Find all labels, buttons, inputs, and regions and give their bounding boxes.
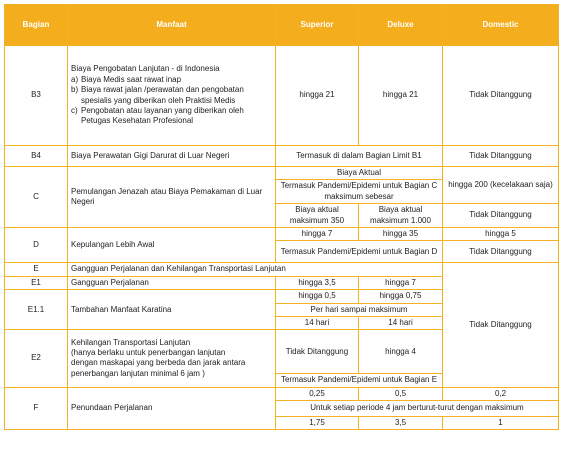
domestic-value: Tidak Ditanggung <box>443 46 559 146</box>
superior-value: 1,75 <box>276 417 359 430</box>
deluxe-value: 0,5 <box>359 387 443 400</box>
superior-value: hingga 21 <box>276 46 359 146</box>
table-row-c <box>5 167 559 180</box>
superior-value: 0,25 <box>276 387 359 400</box>
section-code: E1 <box>5 276 68 289</box>
table-row-b4 <box>5 146 559 167</box>
section-code: E <box>5 263 68 276</box>
section-code: B4 <box>5 146 68 167</box>
list-item: a) Biaya Medis saat rawat inap <box>71 74 182 84</box>
pandemic-note: Termasuk Pandemi/Epidemi untuk Bagian E <box>276 374 443 387</box>
benefit-cell: Tambahan Manfaat Karatina <box>68 290 276 330</box>
section-code: E2 <box>5 330 68 387</box>
domestic-value: Tidak Ditanggung <box>443 204 559 228</box>
table-row-b3 <box>5 46 559 146</box>
domestic-value: Tidak Ditanggung <box>443 263 559 387</box>
deluxe-value: 14 hari <box>359 316 443 329</box>
benefit-title: Biaya Pengobatan Lanjutan - di Indonesia <box>71 64 220 74</box>
domestic-value: hingga 5 <box>443 227 559 240</box>
table-row-e <box>5 263 559 276</box>
section-code: C <box>5 167 68 228</box>
pandemic-note: Termasuk Pandemi/Epidemi untuk Bagian C maksimum sebesar <box>276 180 443 204</box>
benefit-cell: Kepulangan Lebih Awal <box>68 227 276 262</box>
period-note: Untuk setiap periode 4 jam berturut-turut dengan maksimum <box>276 401 559 417</box>
deluxe-value: hingga 35 <box>359 227 443 240</box>
superior-value: hingga 7 <box>276 227 359 240</box>
benefit-cell: Gangguan Perjalanan <box>68 276 276 289</box>
domestic-value: 1 <box>443 417 559 430</box>
header-row <box>5 5 559 46</box>
domestic-value: Tidak Ditanggung <box>443 241 559 263</box>
header-benefit: Manfaat <box>68 5 276 46</box>
table-row-d <box>5 227 559 240</box>
list-item: b) Biaya rawat jalan /perawatan dan pengobatan spesialis yang diberikan oleh Praktisi Medis <box>71 85 244 105</box>
merged-value: Termasuk di dalam Bagian Limit B1 <box>276 146 443 167</box>
superior-value: hingga 0,5 <box>276 290 359 303</box>
header-section: Bagian <box>5 5 68 46</box>
header-deluxe: Deluxe <box>359 5 443 46</box>
benefit-list <box>71 75 272 127</box>
deluxe-value: 3,5 <box>359 417 443 430</box>
benefit-cell: Pemulangan Jenazah atau Biaya Pemakaman di Luar Negeri <box>68 167 276 228</box>
superior-value: hingga 3,5 <box>276 276 359 289</box>
benefit-cell: Kehilangan Transportasi Lanjutan (hanya berlaku untuk penerbangan lanjutan dengan maskapai yang berbeda dan jarak antara penerbangan lanjutan minimal 6 jam ) <box>68 330 276 387</box>
list-item: c) Pengobatan atau layanan yang diberikan oleh Petugas Kesehatan Profesional <box>71 105 244 126</box>
merged-value: Biaya Aktual <box>276 167 443 180</box>
table-row-f <box>5 387 559 400</box>
deluxe-value: hingga 4 <box>359 330 443 374</box>
domestic-value: hingga 200 (kecelakaan saja) <box>443 167 559 204</box>
section-code: E1.1 <box>5 290 68 330</box>
section-code: D <box>5 227 68 262</box>
domestic-value: 0,2 <box>443 387 559 400</box>
section-code: B3 <box>5 46 68 146</box>
benefit-table <box>4 4 559 430</box>
deluxe-value: hingga 7 <box>359 276 443 289</box>
deluxe-value: hingga 21 <box>359 46 443 146</box>
superior-value: Tidak Ditanggung <box>276 330 359 374</box>
benefit-cell: Biaya Perawatan Gigi Darurat di Luar Negeri <box>68 146 276 167</box>
superior-value: 14 hari <box>276 316 359 329</box>
domestic-value: Tidak Ditanggung <box>443 146 559 167</box>
section-code: F <box>5 387 68 430</box>
superior-value: Biaya aktual maksimum 350 <box>276 204 359 228</box>
header-domestic: Domestic <box>443 5 559 46</box>
benefit-cell <box>68 46 276 146</box>
benefit-cell: Gangguan Perjalanan dan Kehilangan Transportasi Lanjutan <box>68 263 443 276</box>
deluxe-value: Biaya aktual maksimum 1.000 <box>359 204 443 228</box>
deluxe-value: hingga 0,75 <box>359 290 443 303</box>
pandemic-note: Termasuk Pandemi/Epidemi untuk Bagian D <box>276 241 443 263</box>
header-superior: Superior <box>276 5 359 46</box>
benefit-cell: Penundaan Perjalanan <box>68 387 276 430</box>
per-day-note: Per hari sampai maksimum <box>276 303 443 316</box>
